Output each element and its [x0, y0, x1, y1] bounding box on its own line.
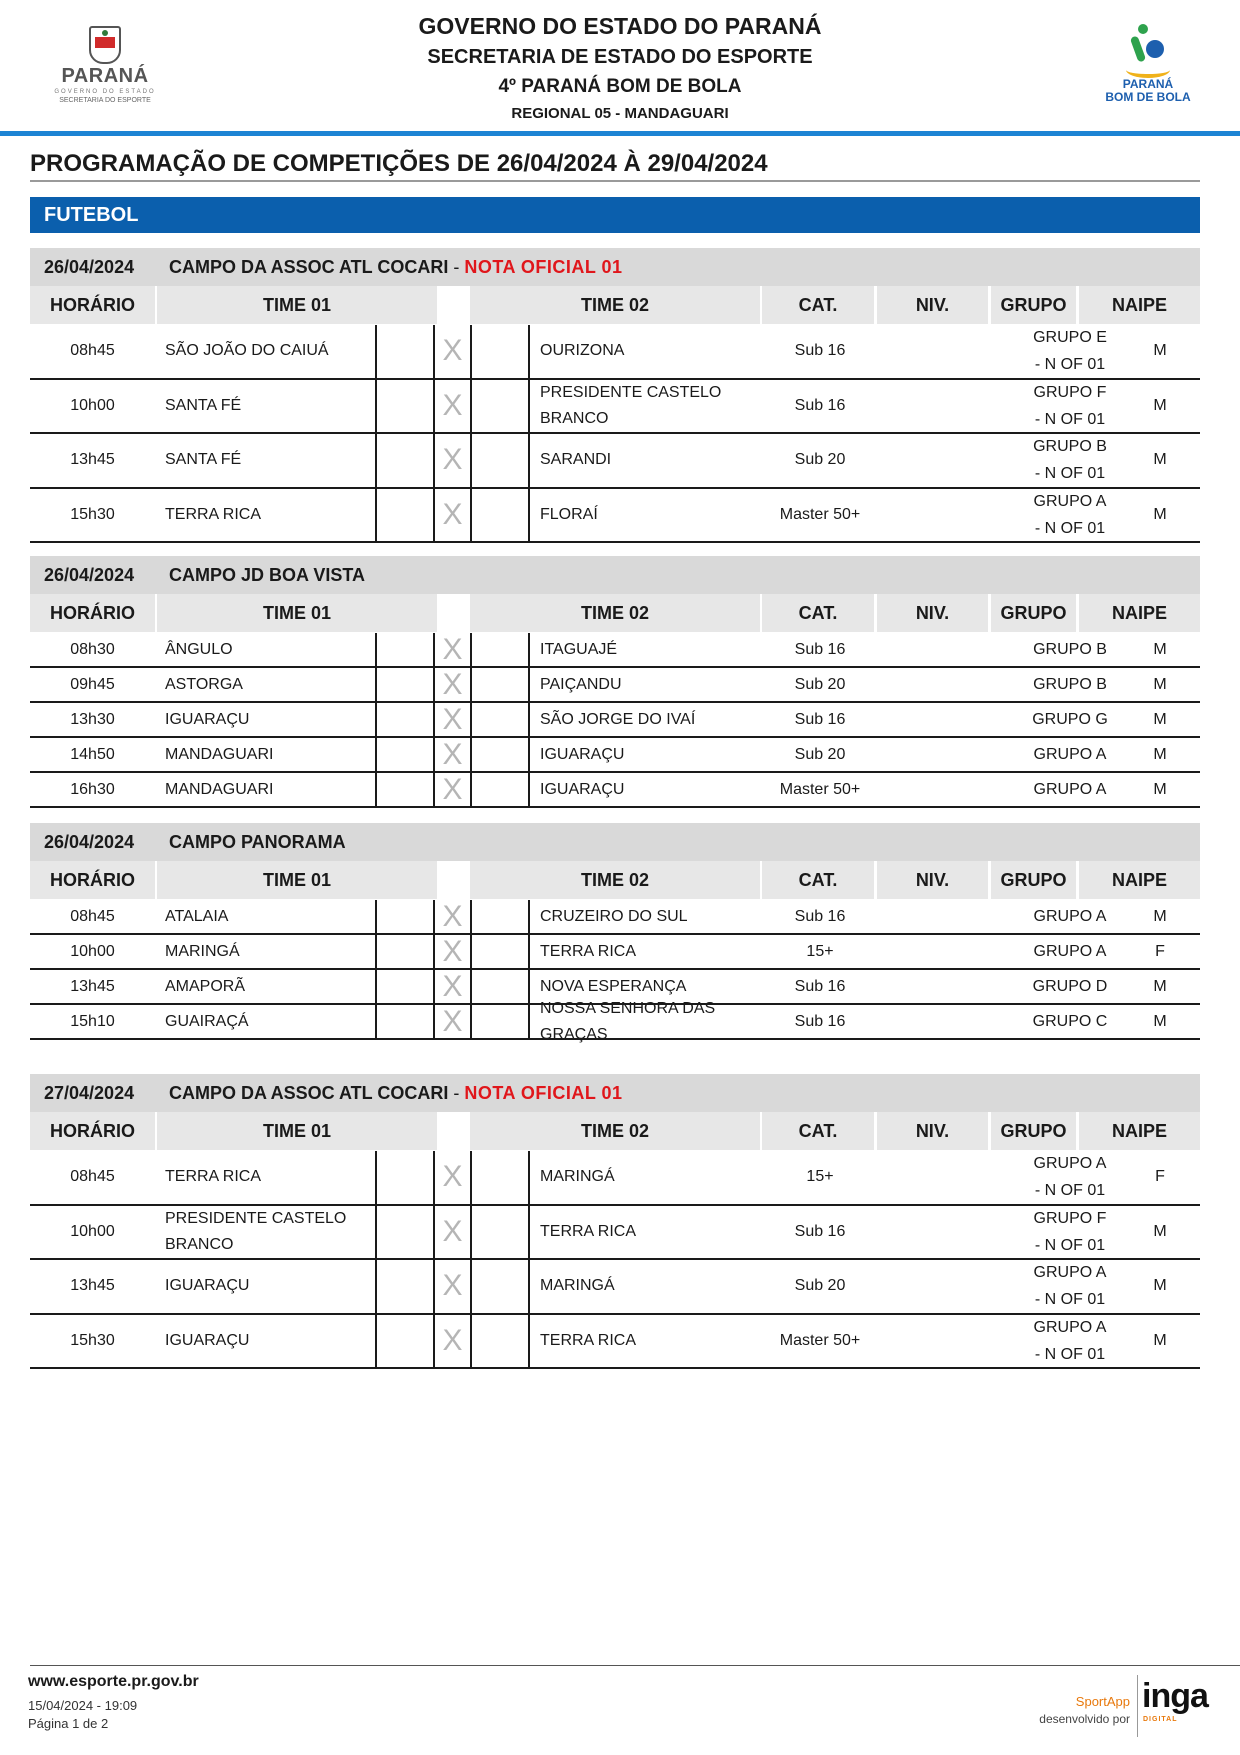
column-header-time: HORÁRIO — [30, 594, 155, 632]
match-time: 13h30 — [70, 710, 115, 728]
versus-mark: X — [442, 632, 463, 666]
match-category: Sub 20 — [794, 745, 846, 763]
team-1-name: SANTA FÉ — [165, 396, 242, 414]
footer-generated-date: 15/04/2024 - 19:09 — [28, 1698, 138, 1713]
group-name: GRUPO D — [1032, 978, 1108, 995]
header-titles — [300, 10, 940, 127]
versus-mark: X — [442, 702, 463, 736]
match-time: 10h00 — [70, 1222, 115, 1240]
team-1-name: IGUARAÇU — [165, 1331, 250, 1349]
group-name: GRUPO B — [1033, 641, 1107, 658]
inga-logo: inga — [1142, 1677, 1208, 1715]
match-time: 08h45 — [70, 342, 115, 360]
group-name: GRUPO A — [1033, 1264, 1107, 1282]
match-row — [30, 999, 1200, 1043]
column-header-niv: NIV. — [877, 861, 988, 899]
venue-header — [30, 248, 1200, 286]
team-1-name: ATALAIA — [165, 907, 229, 925]
match-gender: M — [1153, 1222, 1167, 1240]
match-group-text — [1033, 324, 1107, 378]
match-row — [30, 1315, 1200, 1370]
team-1-score-box — [375, 668, 435, 701]
inga-logo-sub: DIGITAL — [1143, 1716, 1178, 1723]
match-group-text — [1034, 1150, 1107, 1204]
match-category: Sub 16 — [794, 907, 846, 925]
group-name: GRUPO A — [1033, 1155, 1107, 1173]
match-row — [30, 489, 1200, 544]
match-category: 15+ — [806, 1168, 834, 1186]
match-time: 08h45 — [70, 1168, 115, 1186]
official-note-label: NOTA OFICIAL 01 — [464, 1083, 623, 1103]
page-title: PROGRAMAÇÃO DE COMPETIÇÕES DE 26/04/2024 À 29/04/2024 — [30, 150, 768, 177]
team-2-name: CRUZEIRO DO SUL — [540, 907, 688, 925]
team-2-name: FLORAÍ — [540, 505, 598, 523]
column-header-niv: NIV. — [877, 1112, 988, 1150]
match-gender: M — [1153, 1277, 1167, 1295]
match-group — [1010, 1005, 1130, 1038]
official-note-label: NOTA OFICIAL 01 — [464, 257, 623, 277]
match-category: Sub 16 — [794, 342, 846, 360]
group-note: - N OF 01 — [1034, 356, 1106, 374]
match-category: Sub 16 — [794, 710, 846, 728]
venue-name: CAMPO DA ASSOC ATL COCARI — [169, 257, 449, 277]
header-line-1: GOVERNO DO ESTADO DO PARANÁ — [418, 13, 822, 39]
venue-date: 26/04/2024 — [44, 832, 135, 852]
team-2-score-box — [470, 900, 530, 933]
versus-mark: X — [442, 334, 463, 368]
group-note: - N OF 01 — [1034, 1291, 1106, 1309]
team-2-score-box — [470, 970, 530, 1003]
column-header-time: HORÁRIO — [30, 861, 155, 899]
team-2-name: PAIÇANDU — [540, 675, 622, 693]
match-group — [1010, 738, 1130, 771]
match-group-text — [1033, 636, 1107, 663]
match-group — [1010, 703, 1130, 736]
match-gender: M — [1153, 710, 1167, 728]
team-1-name: AMAPORÃ — [165, 977, 246, 995]
bb-logo-line-2: BOM DE BOLA — [1105, 90, 1191, 104]
team-2-name: MARINGÁ — [540, 1277, 615, 1295]
team-2-score-box — [470, 738, 530, 771]
venue-name-line — [169, 556, 365, 594]
match-group — [1010, 1315, 1130, 1368]
column-header-group: GRUPO — [991, 861, 1076, 899]
match-group-text — [1034, 379, 1107, 433]
versus-mark: X — [442, 1269, 463, 1303]
team-1-score-box — [375, 935, 435, 968]
match-row — [30, 935, 1200, 970]
match-gender: M — [1153, 1012, 1167, 1030]
match-group-text — [1034, 938, 1107, 965]
team-2-score-box — [470, 325, 530, 378]
column-header-team1: TIME 01 — [157, 1112, 437, 1150]
group-note: - N OF 01 — [1034, 1345, 1106, 1363]
team-1-name: SÃO JOÃO DO CAIUÁ — [165, 342, 329, 360]
team-1-score-box — [375, 738, 435, 771]
group-name: GRUPO F — [1033, 1209, 1107, 1227]
group-name: GRUPO B — [1033, 676, 1107, 693]
team-2-score-box — [470, 703, 530, 736]
team-2-name: TERRA RICA — [540, 1222, 637, 1240]
match-group-text — [1033, 1008, 1108, 1035]
team-1-score-box — [375, 434, 435, 487]
match-group-text — [1034, 741, 1107, 768]
venue-separator: - — [448, 257, 465, 277]
column-header-cat: CAT. — [762, 594, 874, 632]
team-2-name: OURIZONA — [540, 342, 625, 360]
match-time: 13h45 — [70, 451, 115, 469]
page-header — [0, 0, 1240, 135]
venue-name: CAMPO JD BOA VISTA — [169, 565, 366, 585]
team-1-name: SANTA FÉ — [165, 451, 242, 469]
match-group — [1010, 1260, 1130, 1313]
group-name: GRUPO A — [1033, 908, 1107, 925]
versus-mark: X — [442, 1004, 463, 1038]
venue-block — [30, 1074, 1200, 1369]
venue-date: 26/04/2024 — [44, 257, 135, 277]
group-name: GRUPO A — [1033, 492, 1107, 510]
match-category: Sub 16 — [794, 1012, 846, 1030]
column-header-niv: NIV. — [877, 594, 988, 632]
column-header-team1: TIME 01 — [157, 594, 437, 632]
match-category: Sub 20 — [794, 451, 846, 469]
column-header-time: HORÁRIO — [30, 1112, 155, 1150]
footer-app-name: SportApp — [1075, 1694, 1130, 1709]
team-1-score-box — [375, 1260, 435, 1313]
team-2-name: SÃO JORGE DO IVAÍ — [540, 710, 696, 728]
match-group — [1010, 668, 1130, 701]
match-gender: M — [1153, 640, 1167, 658]
versus-mark: X — [442, 667, 463, 701]
sport-banner: FUTEBOL — [30, 197, 1200, 233]
match-row — [30, 434, 1200, 489]
match-row — [30, 380, 1200, 435]
group-name: GRUPO A — [1033, 943, 1107, 960]
logo-sub1: GOVERNO DO ESTADO — [54, 89, 156, 95]
footer-developed-by: desenvolvido por — [1039, 1712, 1130, 1726]
header-line-4: REGIONAL 05 - MANDAGUARI — [511, 105, 729, 122]
match-gender: M — [1153, 1331, 1167, 1349]
team-2-name: NOVA ESPERANÇA — [540, 977, 687, 995]
team-1-score-box — [375, 773, 435, 806]
column-header-gender: NAIPE — [1079, 1112, 1200, 1150]
group-note: - N OF 01 — [1034, 519, 1106, 537]
column-header-row — [30, 286, 1200, 325]
match-group — [1010, 970, 1130, 1003]
team-2-score-box — [470, 380, 530, 433]
footer-separator — [1137, 1675, 1138, 1737]
column-header-group: GRUPO — [991, 594, 1076, 632]
header-line-2: SECRETARIA DE ESTADO DO ESPORTE — [427, 46, 813, 68]
match-row — [30, 900, 1200, 935]
group-note: - N OF 01 — [1034, 465, 1106, 483]
match-category: Sub 20 — [794, 1277, 846, 1295]
match-time: 10h00 — [70, 942, 115, 960]
column-header-row — [30, 1112, 1200, 1151]
bb-logo-line-1: PARANÁ — [1122, 77, 1174, 91]
match-gender: M — [1153, 977, 1167, 995]
team-2-score-box — [470, 935, 530, 968]
match-time: 14h50 — [70, 745, 115, 763]
team-1-score-box — [375, 703, 435, 736]
column-header-group: GRUPO — [991, 286, 1076, 324]
match-category: 15+ — [806, 942, 834, 960]
group-name: GRUPO A — [1033, 781, 1107, 798]
column-header-group: GRUPO — [991, 1112, 1076, 1150]
match-time: 08h45 — [70, 907, 115, 925]
team-1-score-box — [375, 325, 435, 378]
versus-mark: X — [442, 969, 463, 1003]
match-row — [30, 1151, 1200, 1206]
match-group-text — [1034, 1314, 1107, 1368]
match-gender: M — [1153, 451, 1167, 469]
team-2-name: NOSSA SENHORA DAS GRAÇAS — [540, 999, 716, 1043]
match-category: Master 50+ — [779, 780, 861, 798]
match-group — [1010, 633, 1130, 666]
venue-date: 26/04/2024 — [44, 565, 135, 585]
venue-name: CAMPO DA ASSOC ATL COCARI — [169, 1083, 449, 1103]
match-row — [30, 703, 1200, 738]
match-group-text — [1033, 671, 1107, 698]
match-group-text — [1034, 903, 1107, 930]
match-row — [30, 668, 1200, 703]
team-2-score-box — [470, 1005, 530, 1038]
match-gender: M — [1153, 780, 1167, 798]
column-header-team2: TIME 02 — [470, 1112, 760, 1150]
column-header-cat: CAT. — [762, 861, 874, 899]
versus-mark: X — [442, 1160, 463, 1194]
column-header-team2: TIME 02 — [470, 861, 760, 899]
venue-name-line — [169, 248, 623, 286]
team-2-name: ITAGUAJÉ — [540, 640, 618, 658]
match-gender: F — [1155, 942, 1165, 960]
match-group — [1010, 1206, 1130, 1259]
team-1-score-box — [375, 633, 435, 666]
title-divider — [30, 180, 1200, 182]
venue-name-line — [169, 823, 346, 861]
venue-block — [30, 556, 1200, 808]
group-name: GRUPO B — [1033, 438, 1107, 456]
team-1-name: MANDAGUARI — [165, 780, 274, 798]
match-row — [30, 1206, 1200, 1261]
group-note: - N OF 01 — [1034, 1182, 1106, 1200]
match-category: Sub 16 — [794, 1222, 846, 1240]
team-1-score-box — [375, 900, 435, 933]
match-group — [1010, 489, 1130, 542]
column-header-gender: NAIPE — [1079, 286, 1200, 324]
group-name: GRUPO A — [1033, 746, 1107, 763]
group-name: GRUPO C — [1032, 1013, 1108, 1030]
match-gender: M — [1153, 907, 1167, 925]
versus-mark: X — [442, 772, 463, 806]
team-2-name: MARINGÁ — [540, 1168, 615, 1186]
team-2-score-box — [470, 489, 530, 542]
venue-name-line — [169, 1074, 623, 1112]
venue-block — [30, 248, 1200, 543]
match-group-text — [1032, 706, 1108, 733]
versus-mark: X — [442, 1214, 463, 1248]
versus-mark: X — [442, 497, 463, 531]
versus-mark: X — [442, 443, 463, 477]
team-2-score-box — [470, 668, 530, 701]
team-1-name: ÂNGULO — [165, 640, 233, 658]
player-ball-icon — [1118, 22, 1178, 78]
versus-mark: X — [442, 934, 463, 968]
match-group — [1010, 1151, 1130, 1204]
team-1-name: MANDAGUARI — [165, 745, 274, 763]
team-2-name: PRESIDENTE CASTELO BRANCO — [540, 383, 722, 427]
venue-header — [30, 556, 1200, 594]
match-group-text — [1033, 973, 1108, 1000]
team-1-name: ASTORGA — [165, 675, 243, 693]
bom-de-bola-logo — [1098, 22, 1198, 110]
column-header-team2: TIME 02 — [470, 594, 760, 632]
match-gender: M — [1153, 675, 1167, 693]
team-2-name: IGUARAÇU — [540, 780, 625, 798]
team-1-name: TERRA RICA — [165, 505, 262, 523]
match-group — [1010, 773, 1130, 806]
team-1-name: GUAIRAÇÁ — [165, 1012, 249, 1030]
match-gender: M — [1153, 745, 1167, 763]
header-divider — [0, 131, 1240, 136]
column-header-team1: TIME 01 — [157, 861, 437, 899]
column-header-niv: NIV. — [877, 286, 988, 324]
team-2-score-box — [470, 434, 530, 487]
group-note: - N OF 01 — [1034, 410, 1106, 428]
versus-mark: X — [442, 388, 463, 422]
team-2-name: SARANDI — [540, 451, 612, 469]
team-2-score-box — [470, 1151, 530, 1204]
column-header-time: HORÁRIO — [30, 286, 155, 324]
team-2-name: TERRA RICA — [540, 942, 637, 960]
match-row — [30, 325, 1200, 380]
logo-sub2: SECRETARIA DO ESPORTE — [59, 97, 151, 104]
footer-url[interactable]: www.esporte.pr.gov.br — [28, 1673, 199, 1690]
column-header-team2: TIME 02 — [470, 286, 760, 324]
venue-header — [30, 1074, 1200, 1112]
group-note: - N OF 01 — [1034, 1236, 1106, 1254]
versus-mark: X — [442, 1323, 463, 1357]
team-1-score-box — [375, 1206, 435, 1259]
match-time: 13h45 — [70, 1277, 115, 1295]
parana-government-logo — [50, 26, 160, 106]
team-1-score-box — [375, 380, 435, 433]
match-row — [30, 633, 1200, 668]
team-1-name: TERRA RICA — [165, 1168, 262, 1186]
match-group — [1010, 935, 1130, 968]
match-time: 13h45 — [70, 977, 115, 995]
match-row — [30, 1260, 1200, 1315]
match-gender: M — [1153, 505, 1167, 523]
team-2-score-box — [470, 1315, 530, 1368]
header-line-3: 4º PARANÁ BOM DE BOLA — [498, 76, 742, 97]
team-1-name: IGUARAÇU — [165, 1277, 250, 1295]
match-group-text — [1034, 488, 1107, 542]
team-1-score-box — [375, 1315, 435, 1368]
match-row — [30, 773, 1200, 808]
match-category: Sub 16 — [794, 396, 846, 414]
match-group — [1010, 900, 1130, 933]
match-group-text — [1034, 776, 1107, 803]
column-header-gender: NAIPE — [1079, 594, 1200, 632]
team-1-score-box — [375, 1151, 435, 1204]
match-time: 15h10 — [70, 1012, 115, 1030]
match-gender: M — [1153, 396, 1167, 414]
match-gender: M — [1153, 342, 1167, 360]
venue-block — [30, 823, 1200, 1043]
team-2-score-box — [470, 773, 530, 806]
team-1-score-box — [375, 1005, 435, 1038]
match-time: 10h00 — [70, 396, 115, 414]
column-header-row — [30, 861, 1200, 900]
match-group — [1010, 380, 1130, 433]
match-group-text — [1033, 433, 1107, 487]
column-header-team1: TIME 01 — [157, 286, 437, 324]
column-header-cat: CAT. — [762, 286, 874, 324]
match-group — [1010, 434, 1130, 487]
group-name: GRUPO A — [1033, 1318, 1107, 1336]
team-2-name: IGUARAÇU — [540, 745, 625, 763]
team-1-name: PRESIDENTE CASTELO BRANCO — [165, 1209, 347, 1253]
match-time: 09h45 — [70, 675, 115, 693]
team-1-name: IGUARAÇU — [165, 710, 250, 728]
match-gender: F — [1155, 1168, 1165, 1186]
match-category: Master 50+ — [779, 1331, 861, 1349]
team-1-name: MARINGÁ — [165, 942, 240, 960]
venue-separator: - — [448, 1083, 465, 1103]
venue-name: CAMPO PANORAMA — [169, 832, 346, 852]
group-name: GRUPO F — [1033, 383, 1107, 401]
coat-of-arms-icon — [89, 26, 121, 64]
team-2-score-box — [470, 1260, 530, 1313]
column-header-gender: NAIPE — [1079, 861, 1200, 899]
match-category: Master 50+ — [779, 505, 861, 523]
column-header-cat: CAT. — [762, 1112, 874, 1150]
venue-header — [30, 823, 1200, 861]
column-header-row — [30, 594, 1200, 633]
match-time: 15h30 — [70, 1331, 115, 1349]
team-1-score-box — [375, 970, 435, 1003]
match-row — [30, 738, 1200, 773]
versus-mark: X — [442, 899, 463, 933]
match-group-text — [1034, 1259, 1107, 1313]
group-name: GRUPO E — [1033, 329, 1107, 347]
group-name: GRUPO G — [1032, 711, 1108, 728]
team-2-score-box — [470, 633, 530, 666]
match-time: 15h30 — [70, 505, 115, 523]
team-2-score-box — [470, 1206, 530, 1259]
match-group-text — [1034, 1205, 1107, 1259]
match-category: Sub 20 — [794, 675, 846, 693]
match-time: 16h30 — [70, 780, 115, 798]
venue-date: 27/04/2024 — [44, 1083, 135, 1103]
logo-word: PARANÁ — [61, 65, 149, 87]
footer-divider — [30, 1665, 1240, 1666]
match-time: 08h30 — [70, 640, 115, 658]
match-group — [1010, 325, 1130, 378]
match-category: Sub 16 — [794, 640, 846, 658]
team-1-score-box — [375, 489, 435, 542]
match-category: Sub 16 — [794, 977, 846, 995]
footer-page-number: Página 1 de 2 — [28, 1716, 109, 1731]
versus-mark: X — [442, 737, 463, 771]
team-2-name: TERRA RICA — [540, 1331, 637, 1349]
